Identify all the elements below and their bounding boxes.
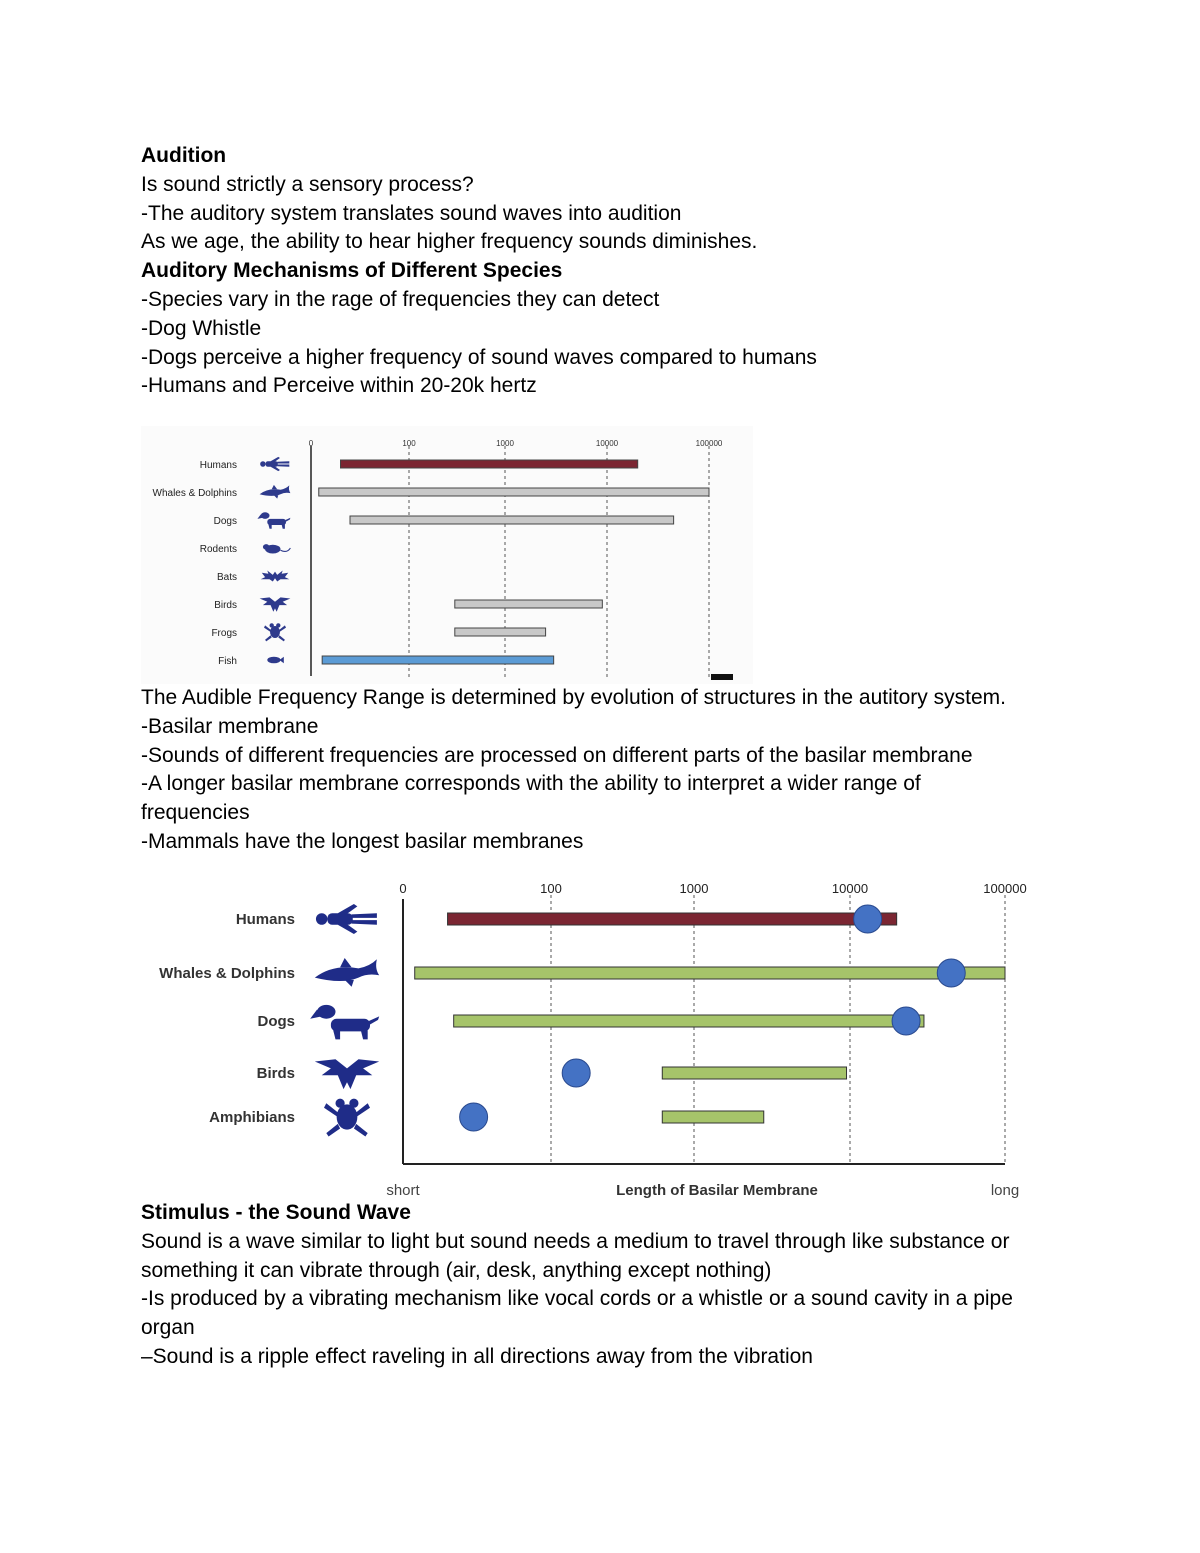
frog-icon bbox=[324, 1099, 370, 1137]
frequency-range-chart bbox=[141, 426, 753, 684]
chart1-bar bbox=[322, 656, 553, 664]
chart2-tick-label: 0 bbox=[399, 881, 407, 896]
text-line: -Dog Whistle bbox=[141, 316, 262, 340]
chart2-basilar-marker bbox=[562, 1059, 590, 1087]
chart1-category-label: Dogs bbox=[213, 516, 237, 527]
bird-icon bbox=[315, 1059, 379, 1089]
text-line: Sound is a wave similar to light but sound needs a medium to travel through like substance or bbox=[141, 1229, 1010, 1253]
text-line: -A longer basilar membrane corresponds with the ability to interpret a wider range of bbox=[141, 772, 921, 796]
text-line: The Audible Frequency Range is determined by evolution of structures in the autitory system. bbox=[141, 686, 1006, 709]
chart1-category-label: Birds bbox=[214, 600, 237, 611]
dolphin-icon bbox=[315, 958, 379, 987]
text-line: frequencies bbox=[141, 801, 250, 825]
chart1-bar bbox=[350, 516, 674, 524]
chart1-category-label: Rodents bbox=[199, 544, 237, 555]
chart1-category-label: Bats bbox=[216, 572, 237, 583]
dolphin-icon bbox=[260, 485, 291, 499]
human-icon bbox=[316, 904, 377, 934]
chart1-bar bbox=[341, 460, 638, 468]
text-line: As we age, the ability to hear higher frequency sounds diminishes. bbox=[141, 230, 758, 254]
chart2-bar bbox=[662, 1111, 763, 1123]
frequency-range-chart-svg bbox=[141, 426, 753, 684]
chart2-basilar-marker bbox=[854, 905, 882, 933]
text-line: organ bbox=[141, 1316, 195, 1340]
chart1-category-label: Humans bbox=[199, 460, 237, 471]
chart2-category-label: Humans bbox=[235, 911, 295, 928]
text-line: -Dogs perceive a higher frequency of sound waves compared to humans bbox=[141, 345, 817, 369]
chart1-category-label: Whales & Dolphins bbox=[152, 488, 237, 499]
frog-icon bbox=[264, 623, 286, 641]
bird-icon bbox=[260, 597, 291, 611]
chart1-category-label: Fish bbox=[218, 656, 237, 667]
chart2-bar bbox=[662, 1067, 846, 1079]
text-line: -Species vary in the rage of frequencies they can detect bbox=[141, 287, 660, 311]
chart1-bar bbox=[319, 488, 709, 496]
section-heading: Audition bbox=[141, 144, 227, 167]
chart2-category-label: Dogs bbox=[257, 1013, 295, 1030]
basilar-text-block bbox=[141, 684, 1041, 857]
human-icon bbox=[260, 457, 289, 471]
chart1-tick-label: 1000 bbox=[496, 439, 514, 448]
chart1-bar bbox=[455, 628, 546, 636]
chart2-bar bbox=[415, 967, 1005, 979]
section-heading: Auditory Mechanisms of Different Species bbox=[141, 259, 563, 283]
chart2-basilar-marker bbox=[937, 959, 965, 987]
chart1-tick-label: 0 bbox=[308, 439, 314, 448]
text-line: -Is produced by a vibrating mechanism like vocal cords or a whistle or a sound cavity in a pipe bbox=[141, 1287, 1013, 1311]
chart2-x-axis-label: Length of Basilar Membrane bbox=[616, 1182, 818, 1198]
text-line: -The auditory system translates sound waves into audition bbox=[141, 201, 682, 225]
bat-icon bbox=[261, 571, 290, 582]
section-heading: Stimulus - the Sound Wave bbox=[141, 1201, 411, 1224]
chart2-basilar-marker bbox=[892, 1007, 920, 1035]
chart1-category-label: Frogs bbox=[211, 628, 237, 639]
text-line: -Basilar membrane bbox=[141, 714, 319, 738]
chart2-category-label: Birds bbox=[256, 1065, 295, 1082]
text-line: -Sounds of different frequencies are processed on different parts of the basilar membrane bbox=[141, 743, 973, 767]
sound-wave-text-block bbox=[141, 1199, 1041, 1372]
text-line: something it can vibrate through (air, desk, anything except nothing) bbox=[141, 1258, 772, 1282]
chart2-tick-label: 10000 bbox=[831, 881, 869, 896]
chart2-bar bbox=[448, 913, 897, 925]
intro-text-block bbox=[141, 142, 1041, 401]
text-line: -Humans and Perceive within 20-20k hertz bbox=[141, 374, 537, 398]
dog-icon bbox=[310, 1005, 379, 1040]
fish-icon bbox=[267, 657, 284, 664]
chart2-category-label: Whales & Dolphins bbox=[159, 965, 295, 982]
text-line: Is sound strictly a sensory process? bbox=[141, 172, 474, 196]
chart2-category-label: Amphibians bbox=[209, 1109, 295, 1126]
chart2-tick-label: 1000 bbox=[679, 881, 709, 896]
chart1-badge bbox=[711, 674, 733, 680]
dog-icon bbox=[257, 512, 290, 529]
basilar-membrane-chart bbox=[141, 855, 1055, 1198]
text-line: -Mammals have the longest basilar membranes bbox=[141, 829, 584, 853]
basilar-membrane-chart-svg bbox=[141, 855, 1055, 1198]
rodent-icon bbox=[263, 544, 291, 553]
chart2-tick-label: 100 bbox=[540, 881, 562, 896]
chart1-tick-label: 10000 bbox=[595, 439, 619, 448]
chart2-tick-label: 100000 bbox=[983, 881, 1027, 896]
chart2-x-right-label: long bbox=[990, 1182, 1020, 1198]
chart1-tick-label: 100000 bbox=[695, 439, 723, 448]
chart2-basilar-marker bbox=[460, 1103, 488, 1131]
chart2-bar bbox=[454, 1015, 924, 1027]
chart1-bar bbox=[455, 600, 603, 608]
chart2-x-left-label: short bbox=[386, 1182, 420, 1198]
chart1-tick-label: 100 bbox=[402, 439, 416, 448]
text-line: –Sound is a ripple effect raveling in all directions away from the vibration bbox=[141, 1344, 813, 1368]
